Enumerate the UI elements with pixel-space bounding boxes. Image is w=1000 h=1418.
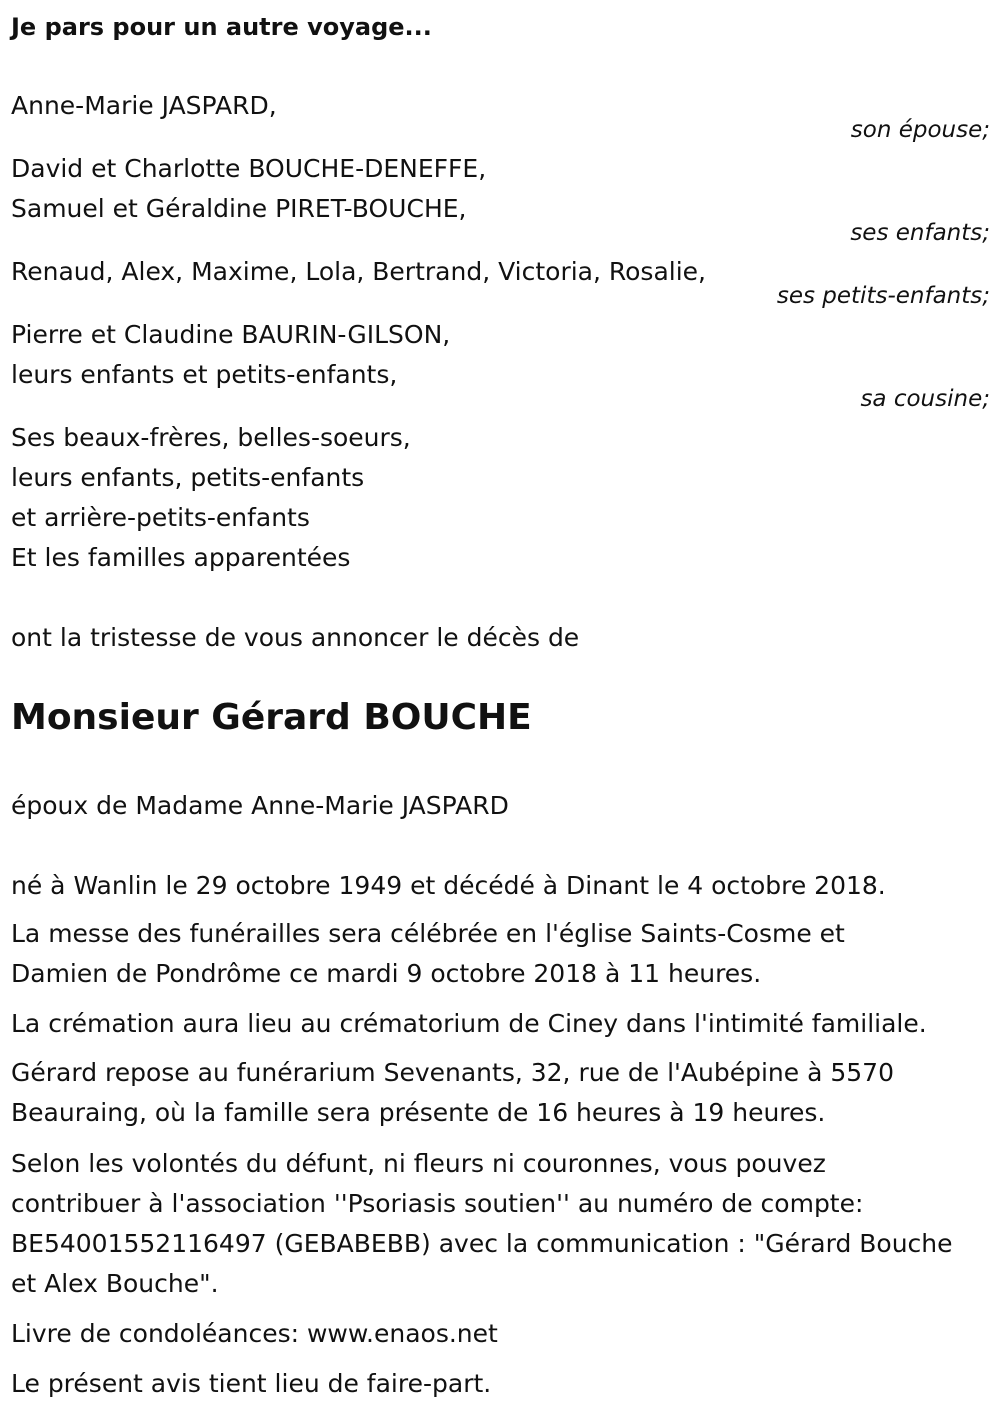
family-line: leurs enfants et petits-enfants,: [11, 360, 398, 389]
relation-label: ses petits-enfants;: [776, 283, 990, 309]
detail-paragraph: Selon les volontés du défunt, ni fleurs ni couronnes, vous pouvez: [11, 1149, 826, 1178]
relation-label: son épouse;: [850, 117, 990, 143]
closing-line: Le présent avis tient lieu de faire-part.: [11, 1369, 492, 1398]
detail-paragraph: Gérard repose au funérarium Sevenants, 32, rue de l'Aubépine à 5570: [11, 1058, 894, 1087]
family-line: et arrière-petits-enfants: [11, 503, 310, 532]
family-line: leurs enfants, petits-enfants: [11, 463, 365, 492]
detail-paragraph: Beauraing, où la famille sera présente de 16 heures à 19 heures.: [11, 1098, 826, 1127]
spouse-line: époux de Madame Anne-Marie JASPARD: [11, 791, 509, 820]
announcement-text: ont la tristesse de vous annoncer le décès de: [11, 623, 580, 652]
family-line: Samuel et Géraldine PIRET-BOUCHE,: [11, 194, 467, 223]
detail-paragraph: BE54001552116497 (GEBABEBB) avec la communication : "Gérard Bouche: [11, 1229, 953, 1258]
family-line: Anne-Marie JASPARD,: [11, 91, 277, 120]
detail-paragraph: contribuer à l'association ''Psoriasis soutien'' au numéro de compte:: [11, 1189, 864, 1218]
detail-paragraph: et Alex Bouche".: [11, 1269, 219, 1298]
family-line: Renaud, Alex, Maxime, Lola, Bertrand, Victoria, Rosalie,: [11, 257, 706, 286]
family-line: Et les familles apparentées: [11, 543, 351, 572]
family-line: Pierre et Claudine BAURIN-GILSON,: [11, 320, 451, 349]
family-line: Ses beaux-frères, belles-soeurs,: [11, 423, 411, 452]
detail-paragraph: né à Wanlin le 29 octobre 1949 et décédé à Dinant le 4 octobre 2018.: [11, 871, 886, 900]
condolences-line: Livre de condoléances: www.enaos.net: [11, 1319, 498, 1348]
deceased-name: Monsieur Gérard BOUCHE: [11, 697, 532, 738]
notice-heading: Je pars pour un autre voyage...: [11, 13, 432, 41]
relation-label: ses enfants;: [850, 220, 990, 246]
relation-label: sa cousine;: [860, 386, 990, 412]
detail-paragraph: La messe des funérailles sera célébrée en l'église Saints-Cosme et: [11, 919, 845, 948]
family-line: David et Charlotte BOUCHE-DENEFFE,: [11, 154, 487, 183]
detail-paragraph: La crémation aura lieu au crématorium de Ciney dans l'intimité familiale.: [11, 1009, 927, 1038]
detail-paragraph: Damien de Pondrôme ce mardi 9 octobre 2018 à 11 heures.: [11, 959, 762, 988]
